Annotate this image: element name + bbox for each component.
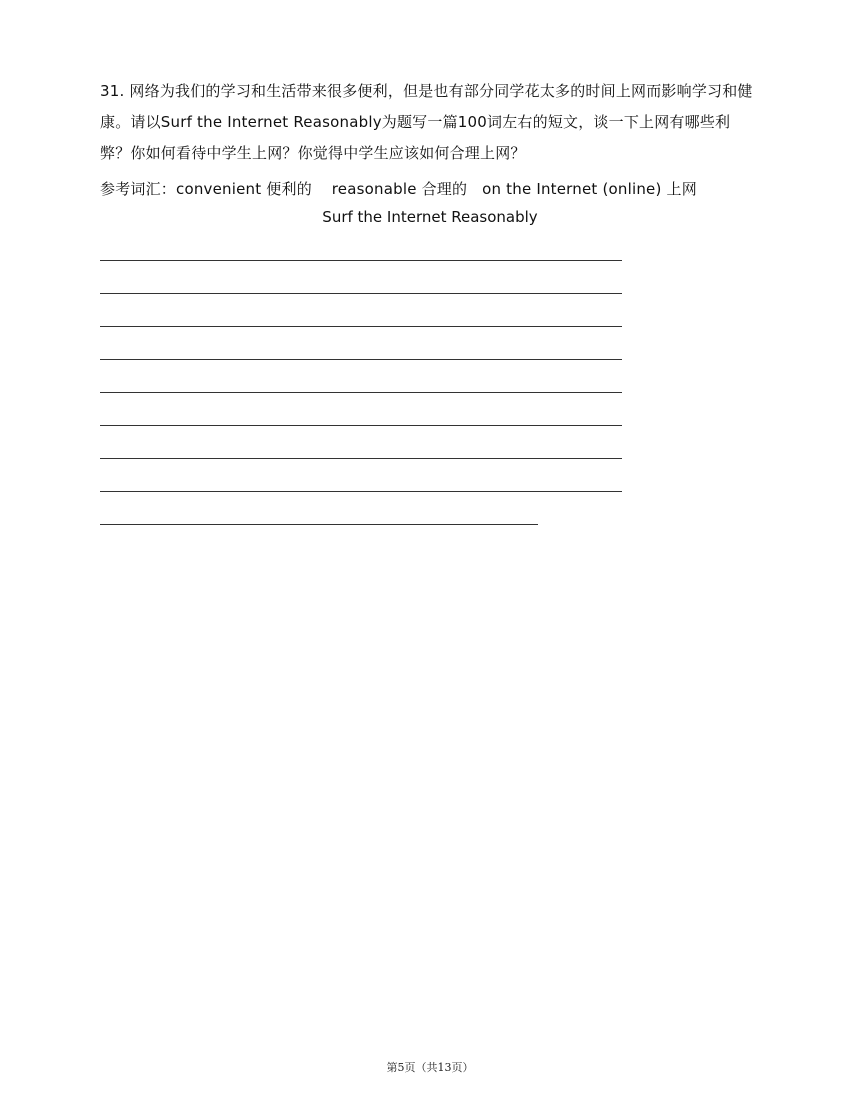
answer-line[interactable] bbox=[100, 425, 622, 426]
essay-title: Surf the Internet Reasonably bbox=[322, 208, 538, 226]
answer-line[interactable] bbox=[100, 458, 622, 459]
answer-line[interactable] bbox=[100, 260, 622, 261]
answer-line[interactable] bbox=[100, 326, 622, 327]
answer-line[interactable] bbox=[100, 524, 538, 525]
answer-line[interactable] bbox=[100, 359, 622, 360]
answer-line[interactable] bbox=[100, 392, 622, 393]
page-footer: 第5页（共13页） bbox=[386, 1061, 474, 1074]
answer-line[interactable] bbox=[100, 491, 622, 492]
question-prompt: 31. 网络为我们的学习和生活带来很多便利，但是也有部分同学花太多的时间上网而影响学习和健康。请以Surf the Internet Reasonably为题写一篇100词左右的短文，谈一下上网有哪些利弊？你如何看待中学生上网？你觉得中学生应该如何合理上网？ bbox=[100, 82, 753, 162]
reference-vocabulary: 参考词汇：convenient 便利的 reasonable 合理的 on the Internet (online) 上网 bbox=[100, 180, 697, 198]
answer-line[interactable] bbox=[100, 293, 622, 294]
